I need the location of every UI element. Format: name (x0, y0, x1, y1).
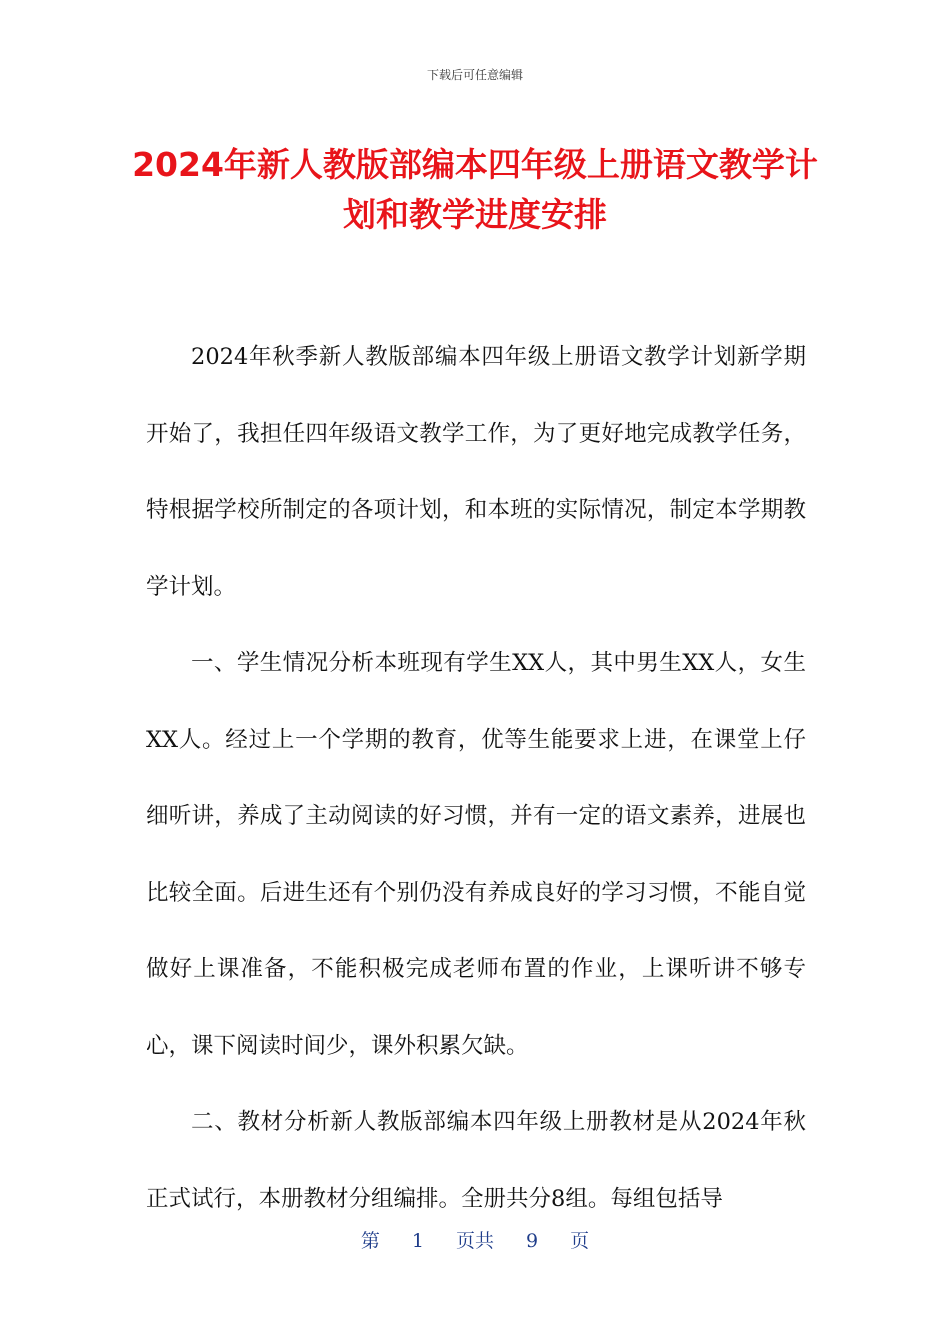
document-title: 2024年新人教版部编本四年级上册语文教学计划和教学进度安排 (132, 145, 818, 234)
footer-suffix: 页 (570, 1230, 590, 1252)
footer-mid: 页共 (455, 1230, 494, 1252)
document-body (146, 319, 806, 1237)
paragraph-intro: 2024年秋季新人教版部编本四年级上册语文教学计划新学期开始了，我担任四年级语文教学工作，为了更好地完成教学任务，特根据学校所制定的各项计划，和本班的实际情况，制定本学期教学计划。 (146, 344, 806, 600)
paragraph-textbook-analysis: 二、教材分析新人教版部编本四年级上册教材是从2024年秋正式试行，本册教材分组编排。全册共分8组。每组包括导 (146, 1109, 806, 1212)
footer-current-page: 1 (411, 1230, 424, 1252)
page-footer (0, 1226, 950, 1253)
footer-prefix: 第 (360, 1230, 380, 1252)
paragraph-student-analysis: 一、学生情况分析本班现有学生XX人，其中男生XX人，女生XX人。经过上一个学期的教育，优等生能要求上进，在课堂上仔细听讲，养成了主动阅读的好习惯，并有一定的语文素养，进展也比较全面。后进生还有个别仍没有养成良好的学习习惯，不能自觉做好上课准备，不能积极完成老师布置的作业，上课听讲不够专心，课下阅读时间少，课外积累欠缺。 (146, 650, 806, 1059)
footer-total-pages: 9 (526, 1230, 539, 1252)
header-note: 下载后可任意编辑 (426, 68, 523, 82)
